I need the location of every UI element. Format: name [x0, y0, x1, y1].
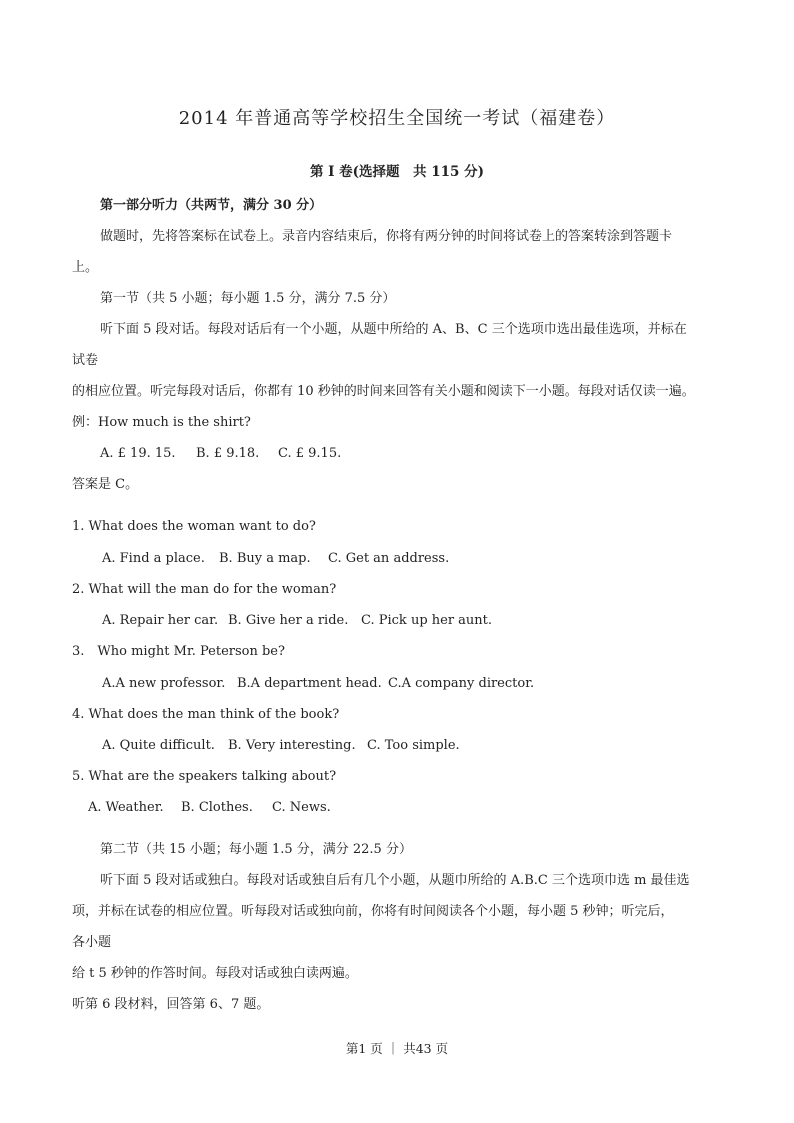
question-1-options: [102, 550, 449, 568]
example-answer: 答案是 C。: [72, 477, 139, 492]
q2-option-c: C. Pick up her aunt.: [361, 613, 493, 628]
section2-instr-line5: 听第 6 段材料，回答第 6、7 题。: [72, 997, 270, 1012]
section2-instr-line4: 给 t 5 秒钟的作答时间。每段对话或独白读两遍。: [72, 966, 358, 981]
question-2: 2. What will the man do for the woman?: [72, 582, 337, 597]
section1-instr-line2: 试卷: [72, 353, 99, 368]
q1-option-c: C. Get an address.: [328, 551, 450, 566]
exam-title: 2014 年普通高等学校招生全国统一考试（福建卷）: [178, 108, 616, 129]
question-2-options: [102, 612, 492, 630]
question-5: 5. What are the speakers talking about?: [72, 769, 337, 784]
q2-option-a: A. Repair her car.: [102, 613, 219, 628]
section2-instr-line1: 听下面 5 段对话或独白。每段对话或独自后有几个小题，从题巾所给的 A.B.C 三个选项巾选 m 最佳选: [100, 873, 690, 888]
part1-intro-line1: 做题时，先将答案标在试卷上。录音内容结束后，你将有两分钟的时间将试卷上的答案转涂到答题卡: [100, 229, 673, 244]
q4-option-a: A. Quite difficult.: [102, 738, 215, 753]
q1-option-a: A. Find a place.: [102, 551, 205, 566]
q3-option-c: C.A company director.: [388, 676, 535, 691]
question-3: 3. Who might Mr. Peterson be?: [72, 644, 285, 659]
section1-instr-line3: 的相应位置。听完每段对话后，你都有 10 秒钟的时间来回答有关小题和阅读下一小题。每段对话仅读一遍。: [72, 384, 695, 399]
q5-option-b: B. Clothes.: [181, 800, 253, 815]
example-question: 例：How much is the shirt?: [72, 415, 251, 430]
question-5-options: [88, 799, 331, 817]
q4-option-b: B. Very interesting.: [228, 738, 356, 753]
section2-heading: 第二节（共 15 小题；每小题 1.5 分，满分 22.5 分）: [100, 842, 412, 857]
question-4-options: [102, 737, 460, 755]
question-1: 1. What does the woman want to do?: [72, 519, 316, 534]
part1-heading: 第一部分听力（共两节，满分 30 分）: [100, 198, 323, 213]
q1-option-b: B. Buy a map.: [219, 551, 311, 566]
example-option-b: B. £ 9.18.: [196, 446, 260, 461]
q3-option-b: B.A department head.: [237, 676, 382, 691]
section2-instr-line2: 项，并标在试卷的相应位置。听每段对话或独向前，你将有时间阅读各个小题，每小题 5 秒钟；听完后，: [72, 904, 674, 919]
example-option-a: A. £ 19. 15.: [100, 446, 176, 461]
section2-instr-line3: 各小题: [72, 935, 112, 950]
question-3-options: [102, 675, 534, 693]
q3-option-a: A.A new professor.: [102, 676, 226, 691]
section1-instr-line1: 听下面 5 段对话。每段对话后有一个小题，从题中所给的 A、B、C 三个选项巾选出最佳选项，并标在: [100, 322, 687, 337]
q5-option-a: A. Weather.: [88, 800, 164, 815]
question-4: 4. What does the man think of the book?: [72, 707, 340, 722]
q2-option-b: B. Give her a ride.: [228, 613, 349, 628]
q4-option-c: C. Too simple.: [367, 738, 460, 753]
example-options: [100, 445, 341, 463]
example-option-c: C. £ 9.15.: [278, 446, 342, 461]
q5-option-c: C. News.: [272, 800, 331, 815]
page-footer: 第1 页 ｜ 共43 页: [345, 1041, 449, 1056]
section1-heading: 第一节（共 5 小题；每小题 1.5 分，满分 7.5 分）: [100, 291, 396, 306]
part1-intro-line2: 上。: [72, 260, 99, 275]
volume-heading: 第 I 卷(选择题 共 115 分): [309, 164, 485, 180]
